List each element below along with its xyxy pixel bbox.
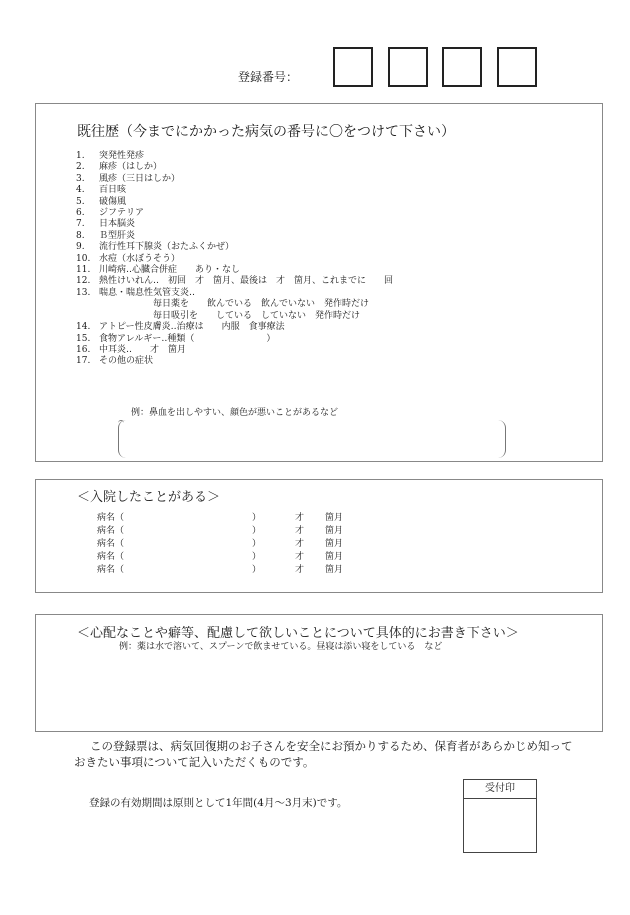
history-item-label: 中耳炎‥ 才 箇月: [99, 344, 187, 355]
history-item-label: 毎日薬を 飲んでいる 飲んでいない 発作時だけ: [99, 299, 370, 310]
registration-digit-box-4[interactable]: [497, 47, 537, 87]
hospitalization-list: [97, 512, 357, 577]
history-item-label: 破傷風: [99, 196, 127, 207]
history-item[interactable]: [76, 174, 393, 185]
medical-history-title: 既往歴（今までにかかった病気の番号に〇をつけて下さい）: [77, 124, 455, 140]
reception-stamp-label: 受付印: [464, 780, 536, 799]
history-item-label: 百日咳: [99, 185, 127, 196]
disease-name-close: ）: [252, 565, 262, 575]
age-months-label: 箇月: [325, 539, 344, 549]
history-item-label: 風疹（三日はしか）: [99, 173, 181, 184]
age-months-label: 箇月: [325, 526, 344, 536]
medical-history-list: [76, 151, 393, 368]
history-item[interactable]: [76, 151, 393, 162]
age-years-label: 才: [295, 526, 305, 536]
history-item[interactable]: [76, 162, 393, 173]
hospitalization-row[interactable]: [97, 551, 357, 564]
history-item-number: 11.: [76, 265, 91, 276]
validity-text: 登録の有効期間は原則として1年間(4月～3月末)です。: [89, 797, 348, 809]
age-months-label: 箇月: [325, 513, 344, 523]
history-item-number: 14.: [76, 322, 91, 333]
registration-label: 登録番号：: [238, 70, 299, 84]
history-item-label: その他の症状: [99, 356, 154, 367]
disease-name-label: 病名（: [97, 526, 125, 536]
age-years-label: 才: [295, 513, 305, 523]
history-item-number: 3.: [76, 173, 85, 184]
history-item-label: 毎日吸引を している していない 発作時だけ: [99, 310, 361, 321]
age-years-label: 才: [295, 539, 305, 549]
history-item[interactable]: [76, 288, 393, 299]
history-item[interactable]: [76, 311, 393, 322]
history-item-number: 1.: [76, 151, 85, 161]
history-item-label: 水痘（水ぼうそう）: [99, 253, 181, 264]
registration-digit-box-3[interactable]: [442, 47, 482, 87]
history-item-number: 12.: [76, 276, 91, 287]
disease-name-close: ）: [252, 552, 262, 562]
concerns-title: ＜心配なことや癖等、配慮して欲しいことについて具体的にお書き下さい＞: [77, 626, 519, 641]
age-months-label: 箇月: [325, 552, 344, 562]
registration-digit-box-2[interactable]: [388, 47, 428, 87]
registration-note: [74, 738, 584, 770]
age-years-label: 才: [295, 565, 305, 575]
history-item-label: 川崎病‥心臓合併症 あり・なし: [99, 265, 241, 276]
hospitalization-section: [35, 479, 603, 593]
disease-name-label: 病名（: [97, 565, 125, 575]
history-item[interactable]: [76, 185, 393, 196]
disease-name-label: 病名（: [97, 552, 125, 562]
history-item-number: 15.: [76, 333, 91, 344]
other-symptoms-example: 例：鼻血を出しやすい、顔色が悪いことがあるなど: [131, 408, 339, 418]
history-item-number: 4.: [76, 185, 85, 196]
disease-name-close: ）: [252, 539, 262, 549]
history-item-label: 日本脳炎: [99, 219, 136, 230]
reception-stamp-box: [463, 779, 537, 853]
history-item[interactable]: [76, 299, 393, 310]
history-item-number: 6.: [76, 208, 85, 219]
concerns-section: [35, 614, 603, 732]
history-item-number: 8.: [76, 230, 85, 241]
history-item[interactable]: [76, 345, 393, 356]
age-years-label: 才: [295, 552, 305, 562]
history-item[interactable]: [76, 276, 393, 287]
history-item-label: 喘息・喘息性気管支炎‥: [99, 287, 196, 298]
history-item[interactable]: [76, 254, 393, 265]
history-item-number: 9.: [76, 242, 85, 253]
hospitalization-title: ＜入院したことがある＞: [77, 490, 221, 505]
history-item-label: 突発性発疹: [99, 151, 145, 161]
history-item-label: ジフテリア: [99, 208, 145, 219]
history-item-number: 16.: [76, 344, 91, 355]
hospitalization-row[interactable]: [97, 525, 357, 538]
history-item[interactable]: [76, 334, 393, 345]
medical-history-section: [35, 103, 603, 462]
other-symptoms-field[interactable]: [118, 420, 506, 458]
history-item-label: 麻疹（はしか）: [99, 162, 163, 173]
history-item-label: 食物アレルギー‥種類（ ）: [99, 333, 276, 344]
history-item-number: 13.: [76, 287, 91, 298]
history-item[interactable]: [76, 197, 393, 208]
disease-name-label: 病名（: [97, 513, 125, 523]
history-item-label: アトピー性皮膚炎‥治療は 内服 食事療法: [99, 322, 285, 333]
registration-note-text: この登録票は、病気回復期のお子さんを安全にお預かりするため、保育者があらかじめ知っておきたい事項について記入いただくものです。: [74, 739, 573, 769]
history-item-number: 2.: [76, 162, 85, 173]
history-item[interactable]: [76, 265, 393, 276]
hospitalization-row[interactable]: [97, 564, 357, 577]
hospitalization-row[interactable]: [97, 512, 357, 525]
history-item[interactable]: [76, 356, 393, 367]
history-item-number: 7.: [76, 219, 85, 230]
history-item[interactable]: [76, 322, 393, 333]
history-item-number: 17.: [76, 356, 91, 367]
history-item-label: 熱性けいれん‥ 初回 才 箇月、最後は 才 箇月、これまでに 回: [99, 276, 394, 287]
history-item[interactable]: [76, 231, 393, 242]
disease-name-close: ）: [252, 526, 262, 536]
history-item-number: 5.: [76, 196, 85, 207]
history-item[interactable]: [76, 242, 393, 253]
history-item-number: [76, 299, 99, 310]
history-item-label: Ｂ型肝炎: [99, 230, 136, 241]
age-months-label: 箇月: [325, 565, 344, 575]
concerns-example: 例：薬は水で溶いて、スプーンで飲ませている。昼寝は添い寝をしている など: [119, 642, 443, 652]
history-item[interactable]: [76, 219, 393, 230]
hospitalization-row[interactable]: [97, 538, 357, 551]
disease-name-close: ）: [252, 513, 262, 523]
history-item-number: [76, 311, 99, 322]
history-item-label: 流行性耳下腺炎（おたふくかぜ）: [99, 242, 235, 253]
disease-name-label: 病名（: [97, 539, 125, 549]
history-item-number: 10.: [76, 253, 91, 264]
registration-digit-box-1[interactable]: [333, 47, 373, 87]
history-item[interactable]: [76, 208, 393, 219]
